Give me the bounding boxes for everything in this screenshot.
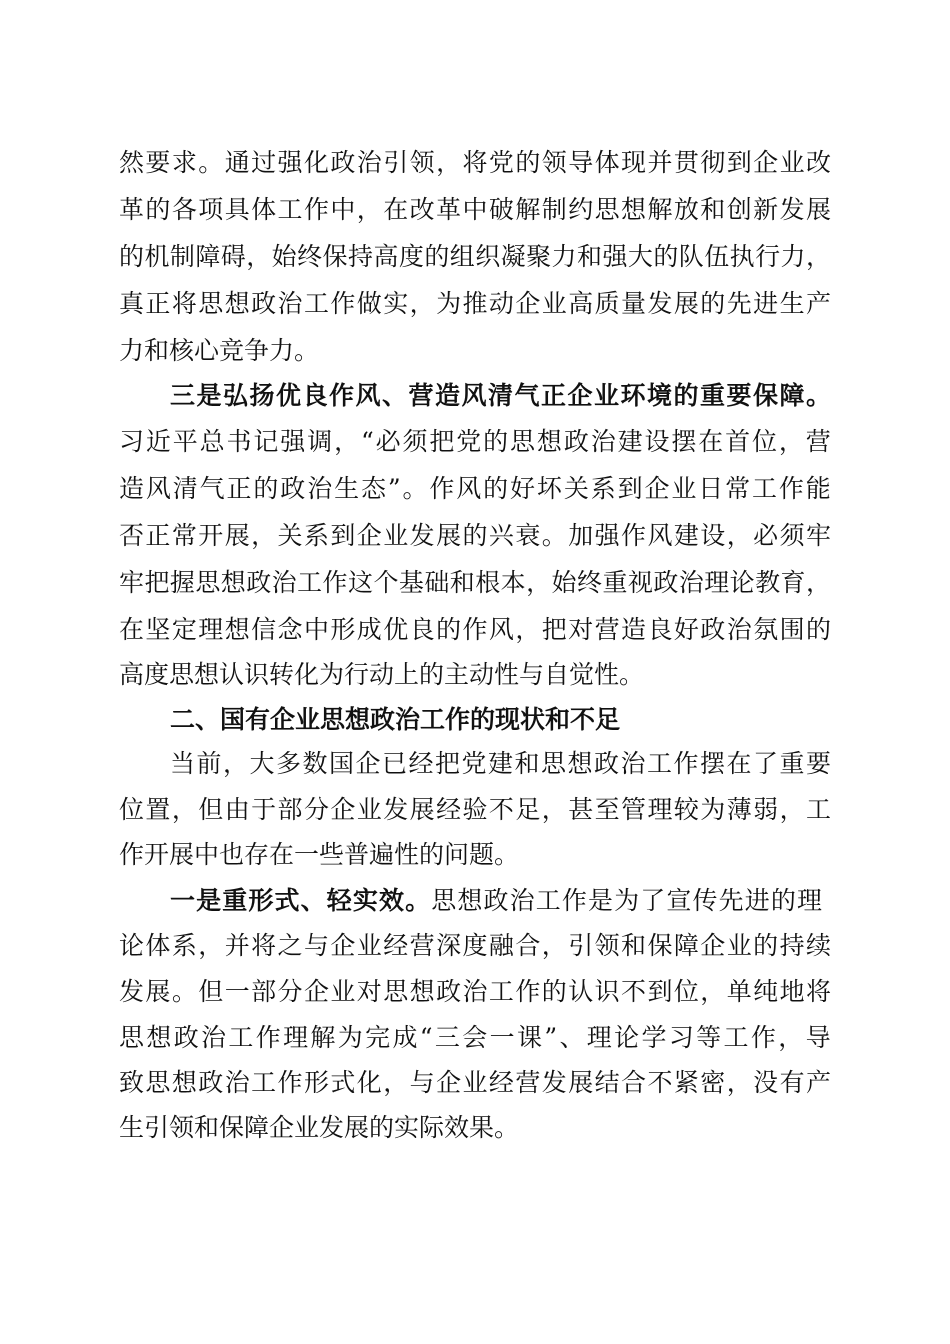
body-line: 真正将思想政治工作做实，为推动企业高质量发展的先进生产	[119, 289, 833, 318]
section-heading: 三是弘扬优良作风、营造风清气正企业环境的重要保障。	[170, 381, 833, 410]
body-line: 生引领和保障企业发展的实际效果。	[119, 1113, 520, 1142]
body-line: 在坚定理想信念中形成优良的作风，把对营造良好政治氛围的	[119, 615, 833, 644]
body-line: 发展。但一部分企业对思想政治工作的认识不到位，单纯地将	[119, 977, 833, 1006]
body-line: 否正常开展，关系到企业发展的兴衰。加强作风建设，必须牢	[119, 521, 833, 550]
body-line: 力和核心竞争力。	[119, 336, 320, 365]
point-heading: 一是重形式、轻实效。	[170, 886, 432, 915]
body-line: 造风清气正的政治生态”。作风的好坏关系到企业日常工作能	[119, 474, 833, 503]
body-text: 思想政治工作是为了宣传先进的理	[431, 886, 824, 915]
body-line: 革的各项具体工作中，在改革中破解制约思想解放和创新发展	[119, 195, 833, 224]
body-line: 思想政治工作理解为完成“三会一课”、理论学习等工作，导	[119, 1023, 833, 1052]
body-line: 当前，大多数国企已经把党建和思想政治工作摆在了重要	[170, 749, 833, 778]
paragraph-line	[170, 884, 823, 918]
body-line: 位置，但由于部分企业发展经验不足，甚至管理较为薄弱，工	[119, 795, 833, 824]
body-line: 致思想政治工作形式化，与企业经营发展结合不紧密，没有产	[119, 1068, 833, 1097]
body-line: 习近平总书记强调，“必须把党的思想政治建设摆在首位，营	[119, 427, 833, 456]
body-line: 的机制障碍，始终保持高度的组织凝聚力和强大的队伍执行力，	[119, 242, 832, 271]
body-line: 高度思想认识转化为行动上的主动性与自觉性。	[119, 660, 645, 689]
chapter-heading: 二、国有企业思想政治工作的现状和不足	[170, 705, 621, 734]
body-line: 论体系，并将之与企业经营深度融合，引领和保障企业的持续	[119, 931, 833, 960]
body-line: 牢把握思想政治工作这个基础和根本，始终重视政治理论教育，	[119, 568, 832, 597]
body-line: 然要求。通过强化政治引领，将党的领导体现并贯彻到企业改	[119, 148, 833, 177]
body-line: 作开展中也存在一些普遍性的问题。	[119, 840, 520, 869]
